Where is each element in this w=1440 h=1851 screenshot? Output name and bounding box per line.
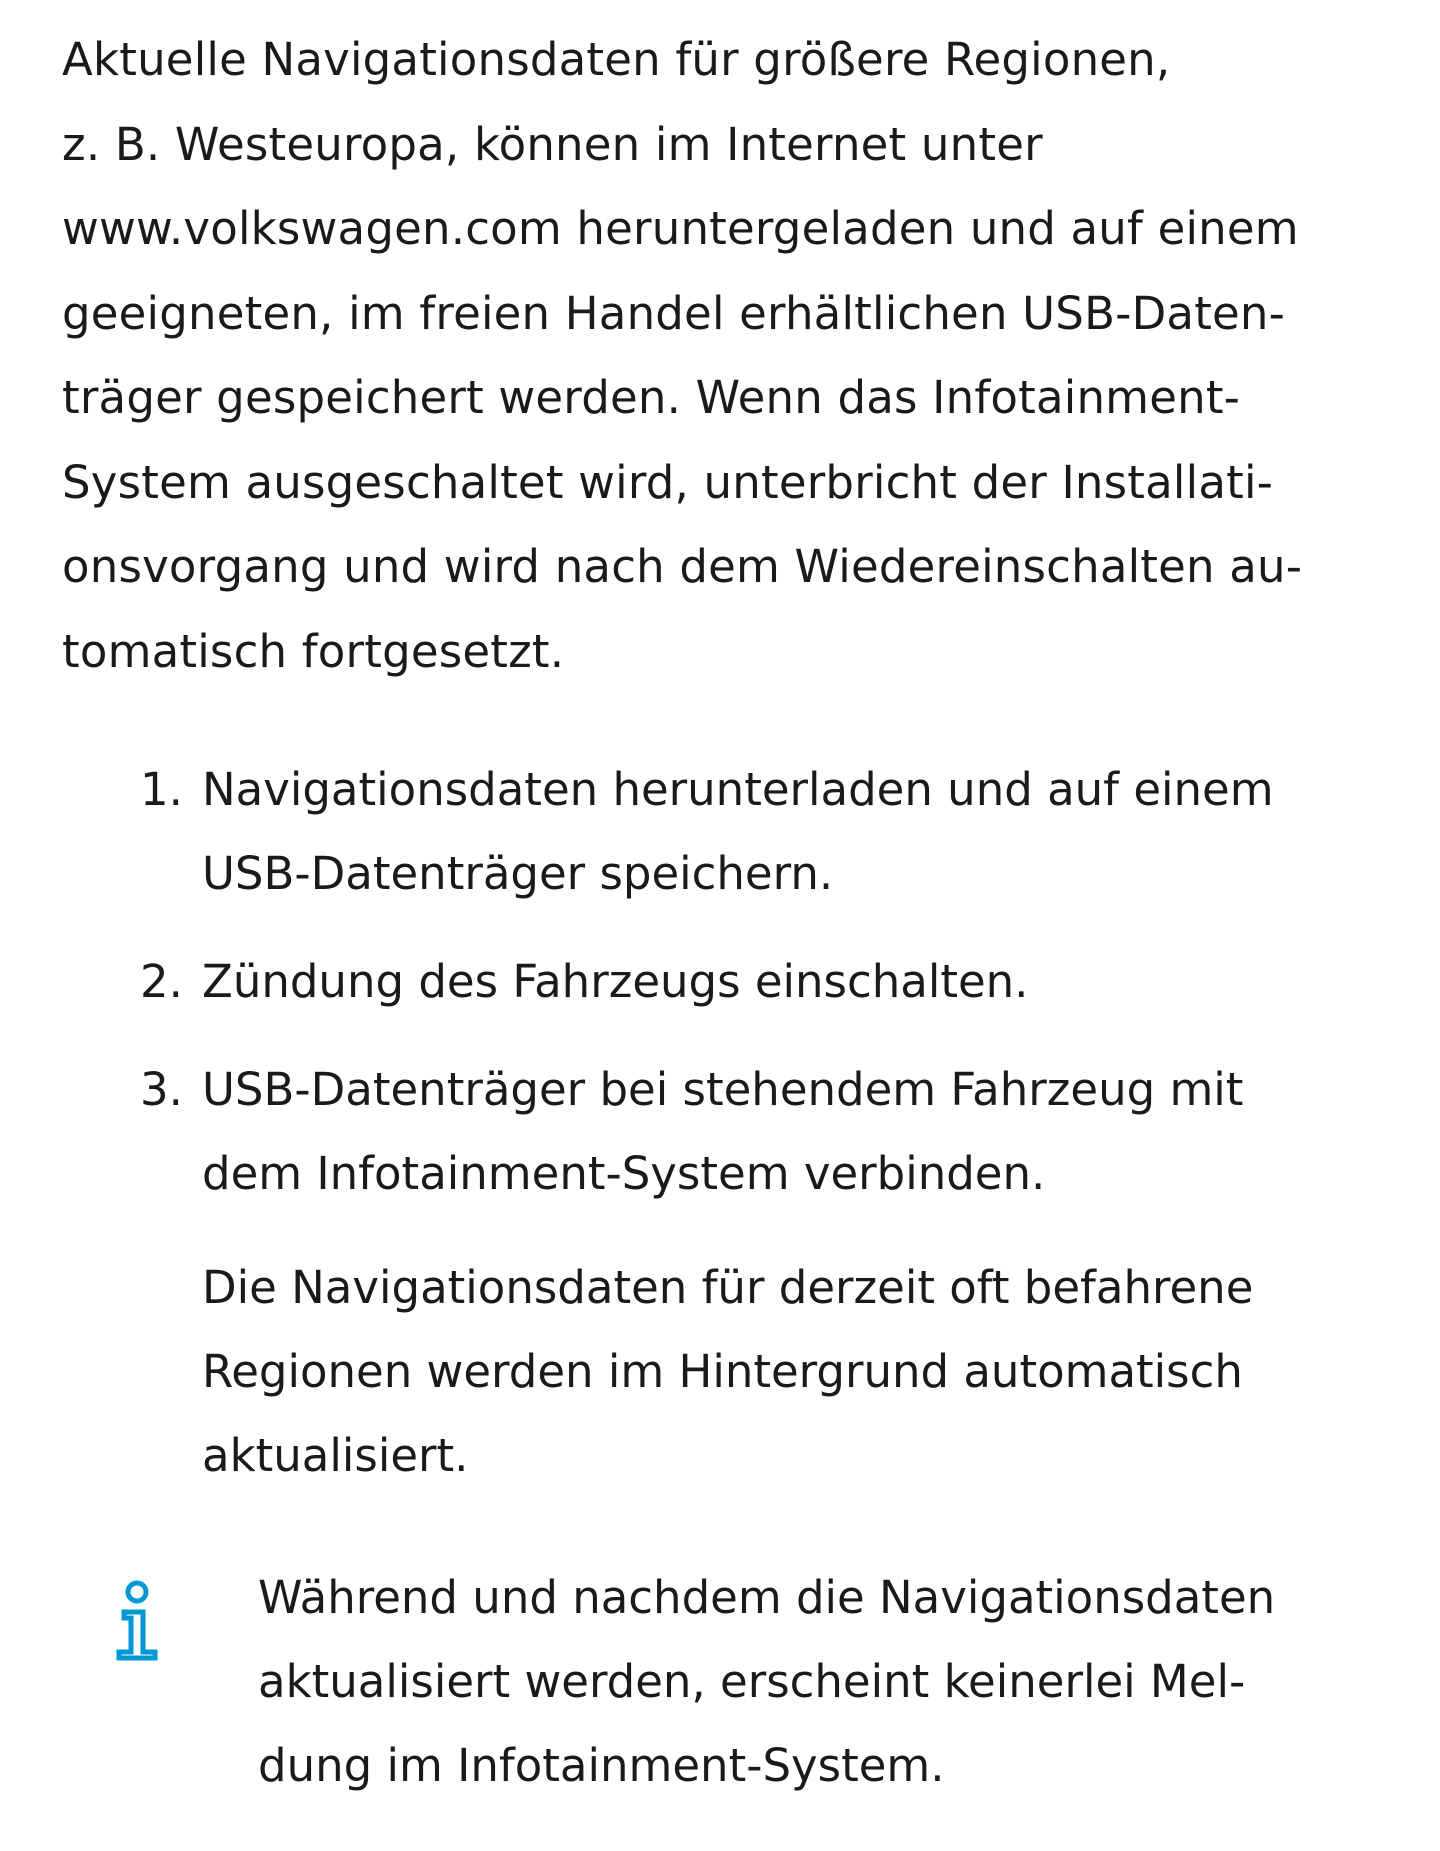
result-line: aktualisiert.	[202, 1429, 469, 1482]
step-number: 3.	[140, 1063, 183, 1116]
note-line: aktualisiert werden, erscheint keinerlei Mel-	[258, 1655, 1246, 1708]
intro-line: System ausgeschaltet wird, unterbricht der Installati-	[62, 455, 1274, 509]
intro-line: Aktuelle Navigationsdaten für größere Regionen,	[62, 33, 1171, 86]
intro-line: www.volkswagen.com heruntergeladen und auf einem	[62, 202, 1299, 255]
intro-line: tomatisch fortgesetzt.	[62, 624, 565, 678]
info-note	[0, 1556, 1440, 1826]
step-line: Zündung des Fahrzeugs einschalten.	[202, 955, 1029, 1008]
step-line: USB-Datenträger speichern.	[202, 847, 834, 900]
intro-paragraph	[62, 18, 1402, 694]
step-line: dem Infotainment-System verbinden.	[202, 1147, 1046, 1200]
note-line: dung im Infotainment-System.	[258, 1739, 945, 1792]
intro-line: träger gespeichert werden. Wenn das Infotainment-	[62, 371, 1241, 424]
step-number: 2.	[140, 955, 183, 1008]
result-paragraph	[202, 1246, 1402, 1498]
step-item	[140, 748, 1400, 916]
intro-line: geeigneten, im freien Handel erhältlichen USB-Daten-	[62, 286, 1286, 340]
note-line: Während und nachdem die Navigationsdaten	[258, 1571, 1276, 1624]
info-icon	[112, 1578, 162, 1662]
steps-list	[140, 748, 1400, 1240]
step-line: Navigationsdaten herunterladen und auf einem	[202, 763, 1274, 816]
step-number: 1.	[140, 763, 183, 816]
intro-line: z. B. Westeuropa, können im Internet unter	[62, 117, 1043, 171]
step-item	[140, 940, 1400, 1024]
note-text	[258, 1556, 1408, 1808]
result-line: Regionen werden im Hintergrund automatisch	[202, 1345, 1243, 1398]
step-line: USB-Datenträger bei stehendem Fahrzeug mit	[202, 1063, 1244, 1116]
result-line: Die Navigationsdaten für derzeit oft befahrene	[202, 1261, 1254, 1314]
intro-line: onsvorgang und wird nach dem Wiedereinschalten au-	[62, 540, 1303, 593]
step-item	[140, 1048, 1400, 1216]
